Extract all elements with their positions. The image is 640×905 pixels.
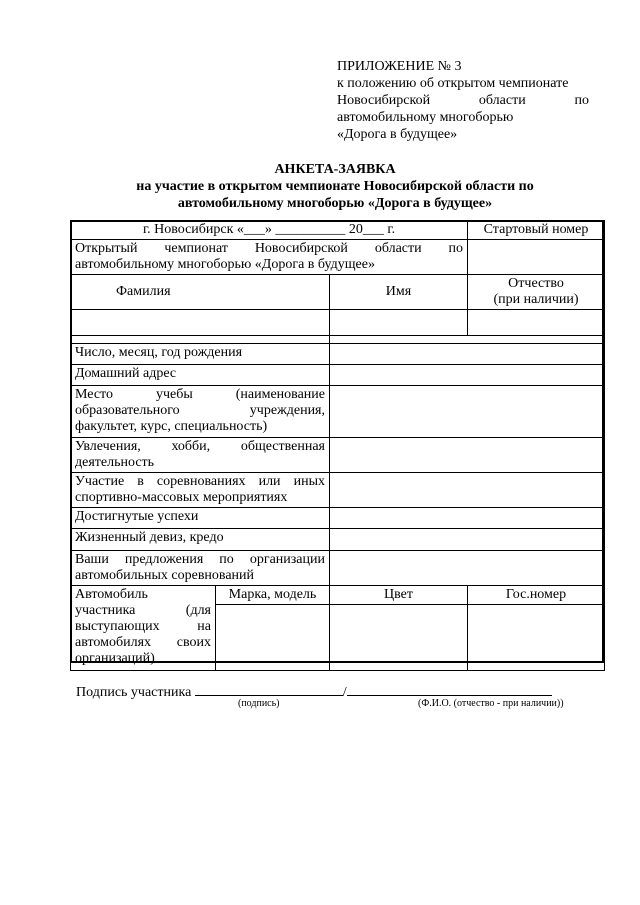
form-subtitle: на участие в открытом чемпионате Новосибирской области по [136, 179, 534, 194]
form-subtitle: автомобильному многоборью «Дорога в будущее» [177, 196, 493, 211]
achievements-field[interactable] [330, 508, 605, 529]
hobbies-field[interactable] [330, 438, 605, 473]
championship-cell: Открытый чемпионат Новосибирской области по автомобильному многоборью «Дорога в будущее» [71, 240, 468, 275]
signature-caption: (подпись) [238, 698, 280, 709]
appendix-line: к положению об открытом чемпионате [337, 76, 569, 91]
car-plate-label: Гос.номер [468, 586, 605, 605]
signature-field[interactable] [195, 681, 343, 696]
full-name-caption: (Ф.И.О. (отчество - при наличии)) [418, 698, 564, 709]
appendix-line: «Дорога в будущее» [337, 127, 458, 142]
signature-label: Подпись участника [76, 685, 192, 700]
motto-label: Жизненный девиз, кредо [71, 529, 330, 551]
appendix-line: автомобильному многоборью [337, 110, 514, 125]
name-field[interactable] [330, 310, 468, 336]
car-label: Автомобиль участника (для выступающих на автомобилях своих организаций) [71, 586, 216, 671]
motto-field[interactable] [330, 529, 605, 551]
car-brand-field[interactable] [216, 605, 330, 671]
proposals-label: Ваши предложения по организации автомобильных соревнований [71, 551, 330, 586]
car-brand-label: Марка, модель [216, 586, 330, 605]
form-title-main: АНКЕТА-ЗАЯВКА [274, 162, 396, 177]
birth-date-field[interactable] [330, 344, 605, 365]
start-number-label: Стартовый номер [468, 221, 605, 240]
city-date-field[interactable]: г. Новосибирск «___» __________ 20___ г. [71, 221, 468, 240]
form-title [70, 161, 600, 212]
car-plate-field[interactable] [468, 605, 605, 671]
appendix-line: Новосибирской области по [337, 93, 589, 108]
car-color-field[interactable] [330, 605, 468, 671]
full-name-field[interactable] [347, 681, 552, 696]
signature-slash: / [342, 685, 347, 700]
study-place-label: Место учебы (наименование образовательного учреждения, факультет, курс, специальность) [71, 386, 330, 438]
surname-field[interactable] [71, 310, 330, 336]
patronymic-label: Отчество (при наличии) [468, 275, 605, 310]
proposals-field[interactable] [330, 551, 605, 586]
name-label: Имя [330, 275, 468, 310]
study-place-field[interactable] [330, 386, 605, 438]
start-number-field[interactable] [468, 240, 605, 275]
patronymic-field[interactable] [468, 310, 605, 336]
home-address-field[interactable] [330, 365, 605, 386]
hobbies-label: Увлечения, хобби, общественная деятельность [71, 438, 330, 473]
surname-label: Фамилия [71, 275, 330, 310]
competitions-label: Участие в соревнованиях или иных спортивно-массовых мероприятиях [71, 473, 330, 508]
competitions-field[interactable] [330, 473, 605, 508]
car-color-label: Цвет [330, 586, 468, 605]
achievements-label: Достигнутые успехи [71, 508, 330, 529]
application-table [70, 220, 605, 671]
appendix-title: ПРИЛОЖЕНИЕ № 3 [337, 59, 462, 74]
appendix-block [337, 58, 589, 143]
birth-date-label: Число, месяц, год рождения [71, 344, 330, 365]
home-address-label: Домашний адрес [71, 365, 330, 386]
